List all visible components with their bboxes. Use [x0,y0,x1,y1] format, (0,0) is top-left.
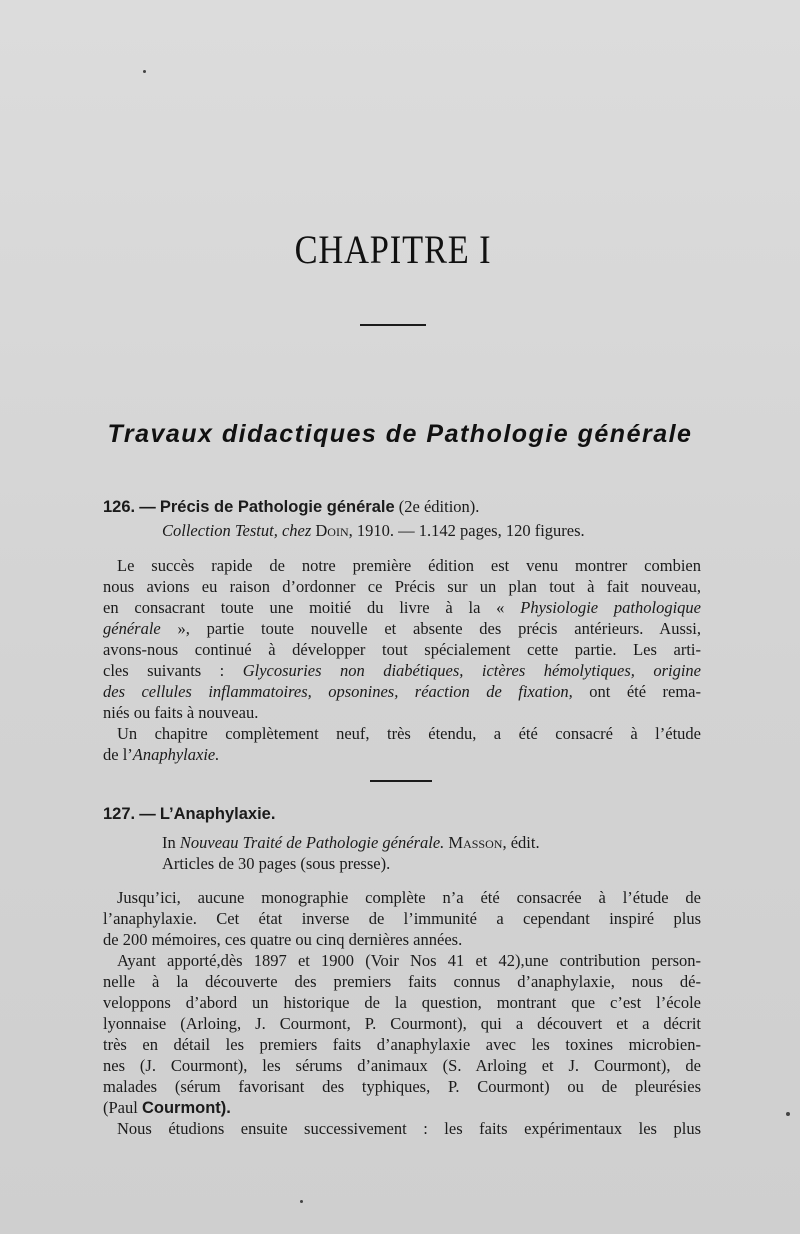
paper-speck [786,1112,790,1116]
text-line: veloppons d’abord un historique de la question, montrant que c’est l’école [103,993,701,1012]
text-line: de l’Anaphylaxie. [103,745,220,764]
text-line: Un chapitre complètement neuf, très étendu, a été consacré à l’étude [117,724,701,743]
entry-edition: (2e édition). [398,497,480,516]
entry-127-reference-pages: Articles de 30 pages (sous presse). [162,854,391,873]
section-title: Travaux didactiques de Pathologie générale [107,420,693,448]
ref-publisher: Doin [315,521,349,540]
text-line: Le succès rapide de notre première édition est venu montrer combien [117,556,701,575]
text-line: des cellules inflammatoires, opsonines, réaction de fixation, ont été rema- [103,682,701,701]
text-line: en consacrant toute une moitié du livre à la « Physiologie pathologique [103,598,702,617]
entry-dash: — [139,498,156,516]
entry-127-heading [103,804,275,824]
entry-126-heading [103,497,479,517]
text-line: très en détail les premiers faits d’anaphylaxie avec les toxines microbien- [103,1035,701,1054]
text-line: de 200 mémoires, ces quatre ou cinq dernières années. [103,930,463,949]
ref-collection: Collection Testut, chez [162,521,312,540]
text-line: nes (J. Courmont), les sérums d’animaux (S. Arloing et J. Courmont), de [103,1056,701,1075]
paper-speck [143,70,146,73]
entry-title: Précis de Pathologie générale [159,498,395,516]
ref-details: , 1910. — 1.142 pages, 120 figures. [348,521,585,540]
text-line: cles suivants : Glycosuries non diabétiques, ictères hémolytiques, origine [103,661,702,680]
text-line: (Paul Courmont). [103,1098,231,1117]
text-line: Jusqu’ici, aucune monographie complète n’a été consacrée à l’étude de [117,888,701,907]
ref-publisher: Masson [448,833,503,852]
entry-dash: — [139,805,156,823]
text-line: Nous étudions ensuite successivement : les faits expérimentaux les plus [117,1119,701,1138]
entry-126-reference [162,521,760,541]
text-line: l’anaphylaxie. Cet état inverse de l’immunité a cependant inspiré plus [103,909,701,928]
text-line: nous avions eu raison d’ordonner ce Précis sur un plan tout à fait nouveau, [103,577,701,596]
entry-number: 127. [103,805,136,823]
chapter-title: CHAPITRE I [294,227,492,272]
entry-divider [370,780,432,782]
entry-127-reference: In Nouveau Traité de Pathologie générale. Masson, édit. [162,833,540,852]
text-line: avons-nous continué à développer tout spécialement cette partie. Les arti- [103,640,701,659]
text-line: niés ou faits à nouveau. [103,703,259,722]
entry-number: 126. [103,498,136,516]
text-line: générale », partie toute nouvelle et absente des précis antérieurs. Aussi, [103,619,701,638]
text-line: malades (sérum favorisant des typhiques, P. Courmont) ou de pleurésies [103,1077,701,1096]
text-line: nelle à la découverte des premiers faits connus d’anaphylaxie, nous dé- [103,972,701,991]
title-divider [360,324,426,326]
paper-speck [300,1200,303,1203]
text-line: Ayant apporté,dès 1897 et 1900 (Voir Nos 41 et 42),une contribution person- [117,951,701,970]
text-line: lyonnaise (Arloing, J. Courmont, P. Courmont), qui a découvert et a décrit [103,1014,701,1033]
entry-title: L’Anaphylaxie. [159,805,276,823]
